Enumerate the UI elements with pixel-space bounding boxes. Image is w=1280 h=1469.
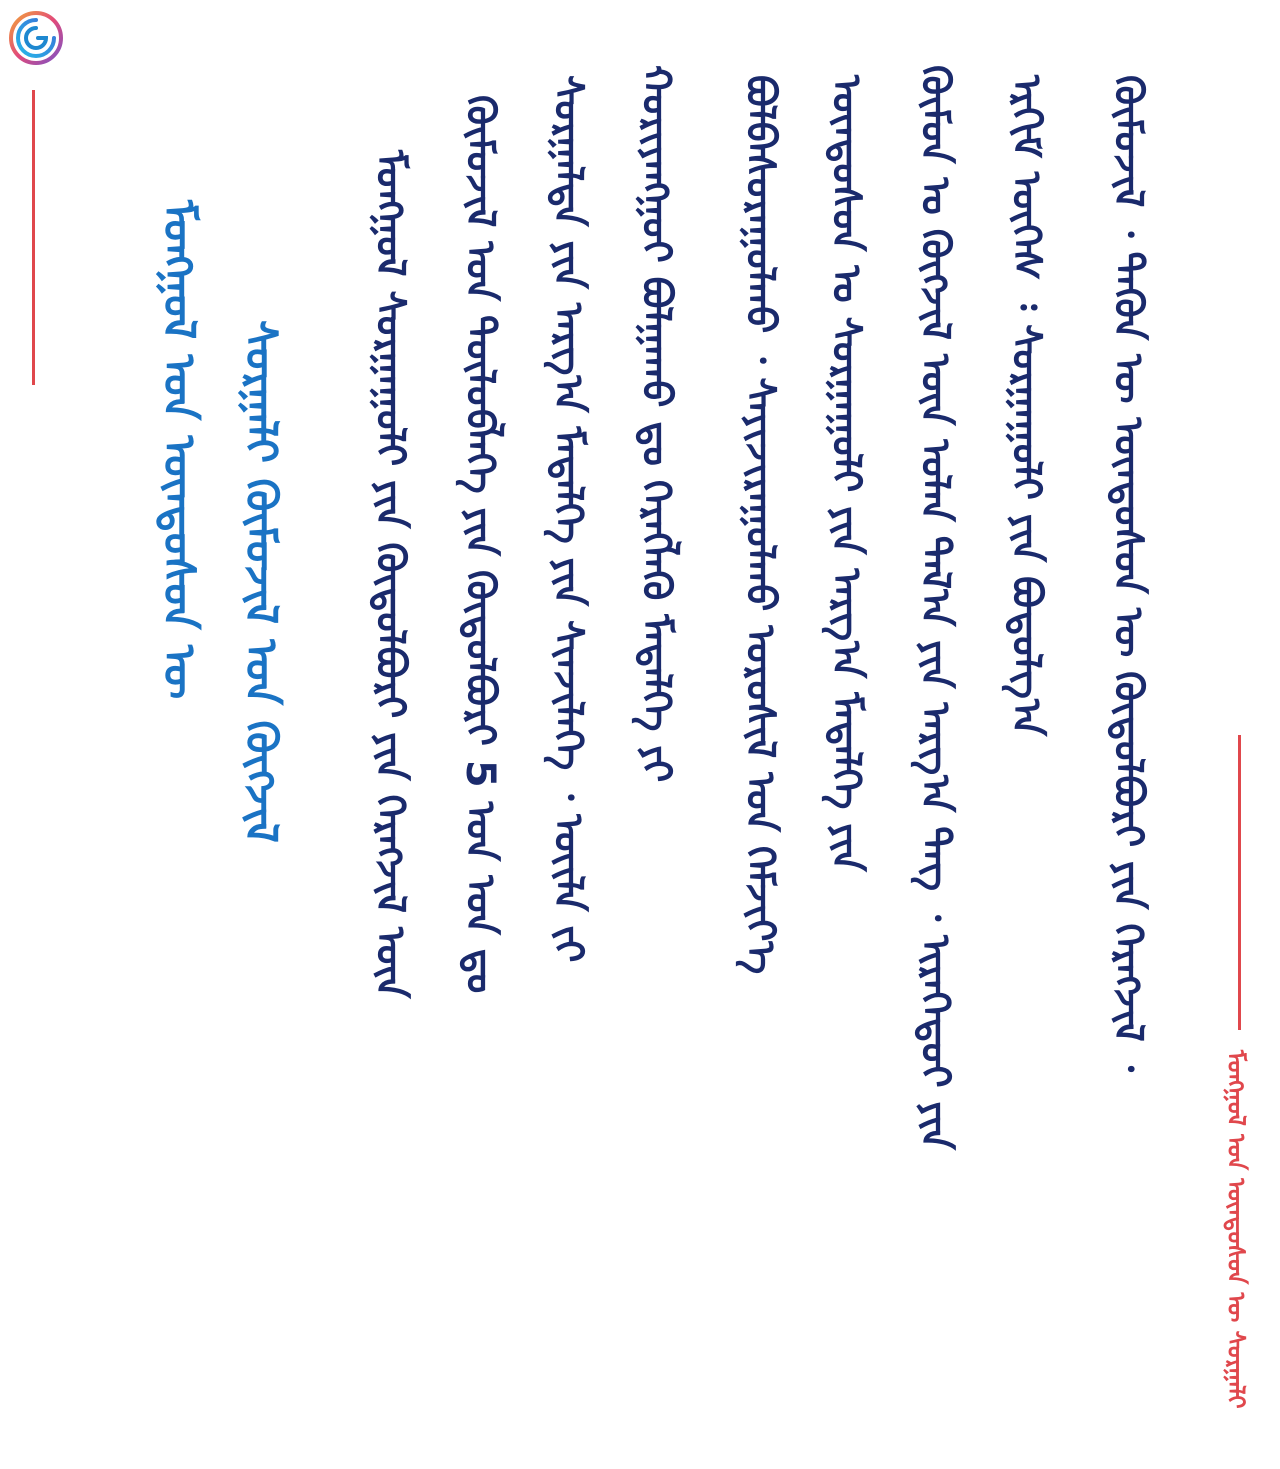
body-column-6: ᠦᠨᠳᠦᠰᠦᠨ ᠤ ᠰᠤᠷᠭᠠᠭᠤᠯᠢ ᠶᠢᠨ ᠠᠷᠭ᠎ᠠ ᠮᠡᠳᠡᠯᠭᠡ ᠶᠢᠨ (823, 75, 869, 872)
right-accent-rule (1238, 735, 1241, 1030)
left-accent-rule (32, 90, 35, 385)
source-credit: ᠮᠣᠩᠭᠣᠯ ᠤᠨ ᠦᠨᠳᠦᠰᠦᠨ ᠦ ᠰᠤᠷᠭᠠᠯᠢ (1222, 1050, 1250, 1409)
body-column-5: ᠪᠣᠯᠪᠠᠰᠤᠷᠠᠭᠤᠯᠬᠤ ᠂ ᠰᠠᠶᠢᠵᠢᠷᠠᠭᠤᠯᠬᠤ ᠤᠷᠤᠰᠢᠯ ᠤᠨ ᠬᠡᠮᠵᠢᠶ᠎ᠡ (737, 75, 783, 975)
body-column-3: ᠰᠤᠷᠭᠠᠯᠲᠠ ᠶᠢᠨ ᠠᠷᠭ᠎ᠠ ᠮᠡᠳᠡᠯᠭᠡ ᠶᠢᠨ ᠰᠢᠨᠵᠢᠯᠡᠭᠡ ᠂ ᠦᠢᠯᠡ ᠵᠢ (545, 75, 591, 963)
title-line-2: ᠰᠤᠷᠭᠠᠯᠢ ᠬᠦᠮᠦᠵᠢᠯ ᠤᠨ ᠬᠥᠭᠵᠢᠯ (235, 320, 286, 843)
body-column-4: ᠬᠤᠷᠢᠶᠠᠩᠭᠤᠢ ᠪᠣᠯᠭᠠᠬᠤ ᠳᠤ ᠬᠡᠷᠡᠭᠯᠡᠬᠦ ᠮᠡᠳᠡᠯᠭᠡ ᠶᠢ (633, 65, 679, 783)
swirl-logo-icon (8, 10, 64, 66)
body-column-8: ᠡᠷᠬᠢᠮ ᠦᠭᠡᠰ ᠄ ᠰᠤᠷᠭᠠᠭᠤᠯᠢ ᠶᠢᠨ ᠪᠣᠳᠣᠯᠭ᠎ᠠ (1003, 75, 1049, 737)
body-column-7: ᠬᠦᠮᠦᠨ ᠤ ᠬᠥᠭᠵᠢᠯ ᠦᠨ ᠣᠯᠠᠨ ᠲᠠᠯ᠎ᠠ ᠶᠢᠨ ᠠᠷᠭ᠎ᠠ ᠳᠡᠭ ᠂ ᠢᠷᠡᠭᠡᠳᠦᠢ ᠶᠢᠨ (912, 65, 958, 1150)
body-column-2: ᠬᠦᠮᠦᠵᠢᠯ ᠤᠨ ᠲᠥᠯᠦᠪᠯᠡᠭᠡ ᠶᠢᠨ ᠬᠥᠲᠦᠯᠪᠦᠷᠢ 5 ᠤᠨ ᠣᠨ ᠳᠤ (457, 95, 503, 994)
body-column-9: ᠬᠦᠮᠦᠵᠢᠯ ᠂ ᠲᠡᠭᠦᠨ ᠦ ᠦᠨᠳᠦᠰᠦᠨ ᠦ ᠬᠥᠲᠦᠯᠪᠦᠷᠢ ᠶᠢᠨ ᠬᠡᠷᠡᠭᠵᠢᠯ ᠂ (1105, 75, 1151, 1072)
body-column-1: ᠮᠣᠩᠭᠣᠯ ᠰᠤᠷᠭᠠᠭᠤᠯᠢ ᠶᠢᠨ ᠬᠥᠲᠦᠯᠪᠦᠷᠢ ᠶᠢᠨ ᠬᠡᠷᠡᠭᠵᠢᠯ ᠦᠨ (367, 150, 413, 999)
title-line-1: ᠮᠣᠩᠭᠣᠯ ᠤᠨ ᠦᠨᠳᠦᠰᠦᠨ ᠦ (153, 200, 204, 700)
